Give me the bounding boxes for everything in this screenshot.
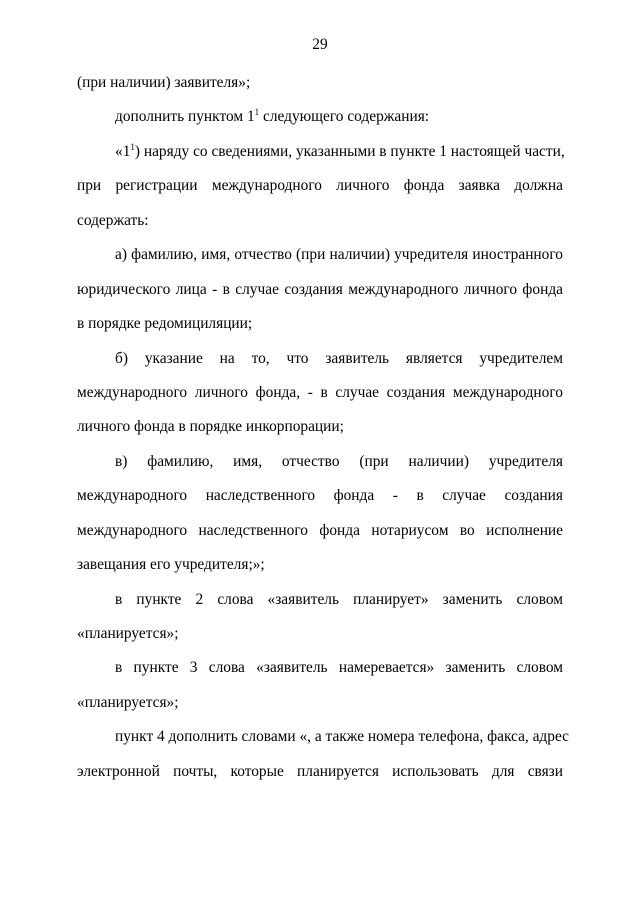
text-line-5: содержать: [77,211,149,229]
text-line-6: а) фамилию, имя, отчество (при наличии) учредителя иностранного [115,246,563,264]
document-body [77,70,570,793]
text-line-21: электронной почты, которые планируется использовать для связи [77,762,563,780]
superscript: 1 [130,141,135,152]
text-fragment: «1 [115,142,131,160]
text-line-9: б) указание на то, что заявитель является учредителем [115,349,563,367]
text-line-18: в пункте 3 слова «заявитель намеревается» заменить словом [115,659,563,677]
text-line-3 [77,139,563,173]
text-fragment: дополнить пунктом 1 [115,108,255,126]
text-line-8: в порядке редомициляции; [77,315,253,333]
text-line-15: завещания его учредителя;»; [77,556,265,574]
text-line-20: пункт 4 дополнить словами «, а также номера телефона, факса, адрес [115,728,570,746]
text-fragment: ) наряду со сведениями, указанными в пункте 1 настоящей части, [134,142,565,160]
text-line-10: международного личного фонда, - в случае создания международного [77,383,563,401]
text-line-11: личного фонда в порядке инкорпорации; [77,418,344,436]
text-line-4: при регистрации международного личного фонда заявка должна [77,177,563,195]
text-line-12: в) фамилию, имя, отчество (при наличии) учредителя [115,452,563,470]
text-line-1: (при наличии) заявителя»; [77,74,251,91]
text-line-19: «планируется»; [77,693,179,711]
text-line-2 [77,104,563,138]
text-line-7: юридического лица - в случае создания международного личного фонда [77,280,563,298]
text-line-16: в пункте 2 слова «заявитель планирует» заменить словом [115,590,563,608]
text-line-17: «планируется»; [77,625,179,642]
text-line-14: международного наследственного фонда нотариусом во исполнение [77,521,563,539]
text-fragment: следующего содержания: [259,108,430,126]
text-line-13: международного наследственного фонда - в случае создания [77,487,563,505]
page-number: 29 [312,36,328,53]
superscript: 1 [254,107,260,118]
